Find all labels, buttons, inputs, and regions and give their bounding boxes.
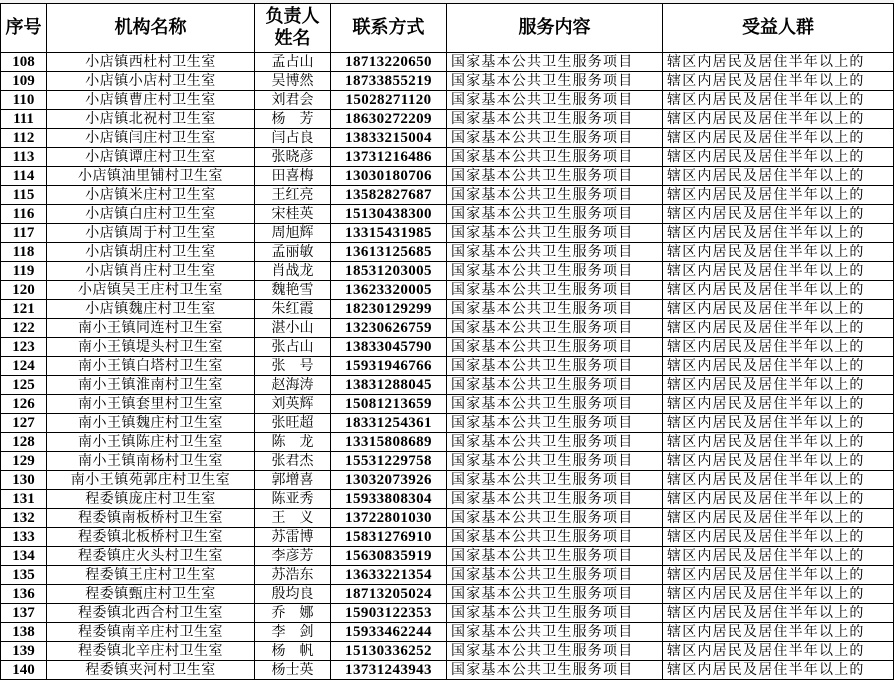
cell-person: 郭增喜 xyxy=(255,471,331,490)
table-row xyxy=(1,357,894,376)
cell-beneficiary: 辖区内居民及居住半年以上的 xyxy=(663,528,894,547)
cell-service: 国家基本公共卫生服务项目 xyxy=(447,585,663,604)
cell-beneficiary: 辖区内居民及居住半年以上的 xyxy=(663,224,894,243)
cell-beneficiary: 辖区内居民及居住半年以上的 xyxy=(663,243,894,262)
cell-num: 111 xyxy=(1,110,47,129)
cell-phone: 13833215004 xyxy=(331,129,447,148)
cell-person: 王红亮 xyxy=(255,186,331,205)
table-row xyxy=(1,186,894,205)
cell-service: 国家基本公共卫生服务项目 xyxy=(447,528,663,547)
cell-org: 程委镇夹河村卫生室 xyxy=(47,661,255,680)
cell-service: 国家基本公共卫生服务项目 xyxy=(447,395,663,414)
cell-phone: 13833045790 xyxy=(331,338,447,357)
table-body xyxy=(1,53,894,680)
cell-person: 李彦芳 xyxy=(255,547,331,566)
cell-org: 南小王镇同连村卫生室 xyxy=(47,319,255,338)
cell-num: 129 xyxy=(1,452,47,471)
cell-org: 南小王镇陈庄村卫生室 xyxy=(47,433,255,452)
cell-service: 国家基本公共卫生服务项目 xyxy=(447,604,663,623)
table-row xyxy=(1,566,894,585)
cell-person: 肖战龙 xyxy=(255,262,331,281)
cell-phone: 13582827687 xyxy=(331,186,447,205)
cell-org: 小店镇北祝村卫生室 xyxy=(47,110,255,129)
table-row xyxy=(1,623,894,642)
cell-service: 国家基本公共卫生服务项目 xyxy=(447,509,663,528)
cell-beneficiary: 辖区内居民及居住半年以上的 xyxy=(663,566,894,585)
cell-phone: 13032073926 xyxy=(331,471,447,490)
table-row xyxy=(1,433,894,452)
cell-beneficiary: 辖区内居民及居住半年以上的 xyxy=(663,319,894,338)
cell-service: 国家基本公共卫生服务项目 xyxy=(447,281,663,300)
cell-beneficiary: 辖区内居民及居住半年以上的 xyxy=(663,661,894,680)
cell-beneficiary: 辖区内居民及居住半年以上的 xyxy=(663,205,894,224)
cell-beneficiary: 辖区内居民及居住半年以上的 xyxy=(663,471,894,490)
cell-person: 陈 龙 xyxy=(255,433,331,452)
cell-num: 114 xyxy=(1,167,47,186)
cell-service: 国家基本公共卫生服务项目 xyxy=(447,376,663,395)
cell-person: 刘英辉 xyxy=(255,395,331,414)
table-row xyxy=(1,338,894,357)
cell-num: 115 xyxy=(1,186,47,205)
cell-num: 138 xyxy=(1,623,47,642)
table-row xyxy=(1,528,894,547)
table-row xyxy=(1,167,894,186)
cell-num: 130 xyxy=(1,471,47,490)
table-row xyxy=(1,91,894,110)
header-service: 服务内容 xyxy=(447,4,663,53)
table-row xyxy=(1,661,894,680)
cell-num: 132 xyxy=(1,509,47,528)
cell-service: 国家基本公共卫生服务项目 xyxy=(447,642,663,661)
cell-person: 吴博然 xyxy=(255,72,331,91)
cell-beneficiary: 辖区内居民及居住半年以上的 xyxy=(663,110,894,129)
cell-num: 112 xyxy=(1,129,47,148)
cell-org: 小店镇肖庄村卫生室 xyxy=(47,262,255,281)
cell-person: 杨 帆 xyxy=(255,642,331,661)
cell-phone: 13315431985 xyxy=(331,224,447,243)
cell-service: 国家基本公共卫生服务项目 xyxy=(447,53,663,72)
cell-phone: 15933808304 xyxy=(331,490,447,509)
clinic-table xyxy=(0,3,894,680)
cell-phone: 13623320005 xyxy=(331,281,447,300)
cell-org: 小店镇米庄村卫生室 xyxy=(47,186,255,205)
cell-person: 张晓彦 xyxy=(255,148,331,167)
table-row xyxy=(1,224,894,243)
cell-person: 田喜梅 xyxy=(255,167,331,186)
cell-num: 113 xyxy=(1,148,47,167)
cell-phone: 15130438300 xyxy=(331,205,447,224)
cell-service: 国家基本公共卫生服务项目 xyxy=(447,319,663,338)
cell-org: 小店镇魏庄村卫生室 xyxy=(47,300,255,319)
table-row xyxy=(1,243,894,262)
cell-person: 朱红霞 xyxy=(255,300,331,319)
cell-num: 118 xyxy=(1,243,47,262)
cell-person: 魏艳雪 xyxy=(255,281,331,300)
cell-service: 国家基本公共卫生服务项目 xyxy=(447,243,663,262)
cell-num: 127 xyxy=(1,414,47,433)
cell-beneficiary: 辖区内居民及居住半年以上的 xyxy=(663,262,894,281)
cell-person: 周旭辉 xyxy=(255,224,331,243)
table-row xyxy=(1,414,894,433)
cell-person: 宋桂英 xyxy=(255,205,331,224)
cell-service: 国家基本公共卫生服务项目 xyxy=(447,72,663,91)
cell-phone: 13633221354 xyxy=(331,566,447,585)
cell-org: 小店镇谭庄村卫生室 xyxy=(47,148,255,167)
cell-num: 126 xyxy=(1,395,47,414)
cell-num: 120 xyxy=(1,281,47,300)
cell-phone: 18713205024 xyxy=(331,585,447,604)
cell-num: 136 xyxy=(1,585,47,604)
cell-num: 139 xyxy=(1,642,47,661)
cell-org: 南小王镇南杨村卫生室 xyxy=(47,452,255,471)
cell-beneficiary: 辖区内居民及居住半年以上的 xyxy=(663,433,894,452)
cell-person: 苏雷博 xyxy=(255,528,331,547)
cell-beneficiary: 辖区内居民及居住半年以上的 xyxy=(663,376,894,395)
cell-beneficiary: 辖区内居民及居住半年以上的 xyxy=(663,604,894,623)
cell-service: 国家基本公共卫生服务项目 xyxy=(447,300,663,319)
cell-person: 陈亚秀 xyxy=(255,490,331,509)
cell-beneficiary: 辖区内居民及居住半年以上的 xyxy=(663,547,894,566)
table-row xyxy=(1,604,894,623)
cell-beneficiary: 辖区内居民及居住半年以上的 xyxy=(663,623,894,642)
cell-org: 南小王镇白塔村卫生室 xyxy=(47,357,255,376)
cell-num: 109 xyxy=(1,72,47,91)
cell-num: 108 xyxy=(1,53,47,72)
header-phone: 联系方式 xyxy=(331,4,447,53)
cell-person: 杨 芳 xyxy=(255,110,331,129)
cell-phone: 15028271120 xyxy=(331,91,447,110)
cell-person: 张君杰 xyxy=(255,452,331,471)
cell-phone: 13731243943 xyxy=(331,661,447,680)
cell-beneficiary: 辖区内居民及居住半年以上的 xyxy=(663,452,894,471)
table-row xyxy=(1,395,894,414)
cell-org: 小店镇曹庄村卫生室 xyxy=(47,91,255,110)
cell-org: 程委镇庄火头村卫生室 xyxy=(47,547,255,566)
cell-beneficiary: 辖区内居民及居住半年以上的 xyxy=(663,300,894,319)
cell-service: 国家基本公共卫生服务项目 xyxy=(447,186,663,205)
cell-num: 133 xyxy=(1,528,47,547)
cell-phone: 15903122353 xyxy=(331,604,447,623)
header-num: 序号 xyxy=(1,4,47,53)
cell-service: 国家基本公共卫生服务项目 xyxy=(447,91,663,110)
cell-person: 杨士英 xyxy=(255,661,331,680)
table-row xyxy=(1,72,894,91)
cell-beneficiary: 辖区内居民及居住半年以上的 xyxy=(663,72,894,91)
cell-phone: 18713220650 xyxy=(331,53,447,72)
cell-person: 殷均良 xyxy=(255,585,331,604)
cell-num: 134 xyxy=(1,547,47,566)
cell-service: 国家基本公共卫生服务项目 xyxy=(447,661,663,680)
cell-service: 国家基本公共卫生服务项目 xyxy=(447,224,663,243)
cell-num: 124 xyxy=(1,357,47,376)
cell-service: 国家基本公共卫生服务项目 xyxy=(447,129,663,148)
table-row xyxy=(1,129,894,148)
cell-org: 程委镇庞庄村卫生室 xyxy=(47,490,255,509)
cell-org: 小店镇油里铺村卫生室 xyxy=(47,167,255,186)
table-row xyxy=(1,471,894,490)
table-row xyxy=(1,642,894,661)
cell-phone: 13613125685 xyxy=(331,243,447,262)
cell-num: 131 xyxy=(1,490,47,509)
cell-phone: 18230129299 xyxy=(331,300,447,319)
cell-num: 140 xyxy=(1,661,47,680)
cell-phone: 15630835919 xyxy=(331,547,447,566)
header-person-label: 负责人姓名 xyxy=(265,6,320,49)
cell-phone: 13030180706 xyxy=(331,167,447,186)
cell-service: 国家基本公共卫生服务项目 xyxy=(447,566,663,585)
cell-phone: 18630272209 xyxy=(331,110,447,129)
table-row xyxy=(1,300,894,319)
cell-org: 程委镇南辛庄村卫生室 xyxy=(47,623,255,642)
cell-org: 南小王镇淮南村卫生室 xyxy=(47,376,255,395)
cell-phone: 15831276910 xyxy=(331,528,447,547)
cell-service: 国家基本公共卫生服务项目 xyxy=(447,110,663,129)
cell-num: 119 xyxy=(1,262,47,281)
cell-org: 小店镇胡庄村卫生室 xyxy=(47,243,255,262)
cell-phone: 13230626759 xyxy=(331,319,447,338)
cell-org: 小店镇吴王庄村卫生室 xyxy=(47,281,255,300)
cell-org: 南小王镇套里村卫生室 xyxy=(47,395,255,414)
cell-beneficiary: 辖区内居民及居住半年以上的 xyxy=(663,509,894,528)
cell-service: 国家基本公共卫生服务项目 xyxy=(447,471,663,490)
table-row xyxy=(1,148,894,167)
cell-phone: 13722801030 xyxy=(331,509,447,528)
table-row xyxy=(1,509,894,528)
cell-num: 128 xyxy=(1,433,47,452)
cell-org: 程委镇南板桥村卫生室 xyxy=(47,509,255,528)
cell-service: 国家基本公共卫生服务项目 xyxy=(447,452,663,471)
cell-num: 110 xyxy=(1,91,47,110)
cell-org: 南小王镇堤头村卫生室 xyxy=(47,338,255,357)
header-beneficiary: 受益人群 xyxy=(663,4,894,53)
cell-person: 张占山 xyxy=(255,338,331,357)
cell-phone: 15130336252 xyxy=(331,642,447,661)
cell-phone: 18331254361 xyxy=(331,414,447,433)
cell-beneficiary: 辖区内居民及居住半年以上的 xyxy=(663,585,894,604)
cell-person: 李 剑 xyxy=(255,623,331,642)
cell-beneficiary: 辖区内居民及居住半年以上的 xyxy=(663,148,894,167)
cell-service: 国家基本公共卫生服务项目 xyxy=(447,433,663,452)
cell-beneficiary: 辖区内居民及居住半年以上的 xyxy=(663,281,894,300)
cell-org: 程委镇甄庄村卫生室 xyxy=(47,585,255,604)
cell-phone: 15531229758 xyxy=(331,452,447,471)
table-row xyxy=(1,262,894,281)
cell-num: 122 xyxy=(1,319,47,338)
table-row xyxy=(1,205,894,224)
cell-person: 张 号 xyxy=(255,357,331,376)
cell-service: 国家基本公共卫生服务项目 xyxy=(447,357,663,376)
cell-phone: 15933462244 xyxy=(331,623,447,642)
cell-person: 闫占良 xyxy=(255,129,331,148)
cell-service: 国家基本公共卫生服务项目 xyxy=(447,623,663,642)
cell-service: 国家基本公共卫生服务项目 xyxy=(447,167,663,186)
cell-num: 116 xyxy=(1,205,47,224)
cell-service: 国家基本公共卫生服务项目 xyxy=(447,338,663,357)
header-row xyxy=(1,4,894,53)
table-row xyxy=(1,452,894,471)
cell-org: 南小王镇魏庄村卫生室 xyxy=(47,414,255,433)
cell-beneficiary: 辖区内居民及居住半年以上的 xyxy=(663,186,894,205)
cell-service: 国家基本公共卫生服务项目 xyxy=(447,148,663,167)
cell-beneficiary: 辖区内居民及居住半年以上的 xyxy=(663,642,894,661)
table-row xyxy=(1,490,894,509)
cell-service: 国家基本公共卫生服务项目 xyxy=(447,490,663,509)
header-person xyxy=(255,4,331,53)
table-row xyxy=(1,376,894,395)
cell-num: 117 xyxy=(1,224,47,243)
cell-person: 乔 娜 xyxy=(255,604,331,623)
cell-person: 张旺超 xyxy=(255,414,331,433)
cell-person: 刘君会 xyxy=(255,91,331,110)
cell-beneficiary: 辖区内居民及居住半年以上的 xyxy=(663,414,894,433)
cell-beneficiary: 辖区内居民及居住半年以上的 xyxy=(663,357,894,376)
cell-service: 国家基本公共卫生服务项目 xyxy=(447,414,663,433)
table-row xyxy=(1,319,894,338)
cell-phone: 13831288045 xyxy=(331,376,447,395)
cell-org: 小店镇小店村卫生室 xyxy=(47,72,255,91)
cell-beneficiary: 辖区内居民及居住半年以上的 xyxy=(663,167,894,186)
cell-org: 小店镇西杜村卫生室 xyxy=(47,53,255,72)
cell-num: 135 xyxy=(1,566,47,585)
cell-person: 湛小山 xyxy=(255,319,331,338)
cell-beneficiary: 辖区内居民及居住半年以上的 xyxy=(663,91,894,110)
header-org: 机构名称 xyxy=(47,4,255,53)
cell-person: 孟丽敏 xyxy=(255,243,331,262)
cell-org: 小店镇周于村卫生室 xyxy=(47,224,255,243)
table-row xyxy=(1,53,894,72)
cell-phone: 13731216486 xyxy=(331,148,447,167)
cell-person: 苏浩东 xyxy=(255,566,331,585)
cell-num: 123 xyxy=(1,338,47,357)
cell-phone: 18733855219 xyxy=(331,72,447,91)
cell-phone: 13315808689 xyxy=(331,433,447,452)
cell-beneficiary: 辖区内居民及居住半年以上的 xyxy=(663,129,894,148)
table-row xyxy=(1,585,894,604)
table-row xyxy=(1,281,894,300)
cell-beneficiary: 辖区内居民及居住半年以上的 xyxy=(663,490,894,509)
cell-person: 孟占山 xyxy=(255,53,331,72)
cell-num: 125 xyxy=(1,376,47,395)
cell-org: 程委镇北西合村卫生室 xyxy=(47,604,255,623)
cell-service: 国家基本公共卫生服务项目 xyxy=(447,262,663,281)
cell-org: 南小王镇苑郭庄村卫生室 xyxy=(47,471,255,490)
cell-num: 137 xyxy=(1,604,47,623)
cell-person: 赵海涛 xyxy=(255,376,331,395)
table-row xyxy=(1,547,894,566)
cell-beneficiary: 辖区内居民及居住半年以上的 xyxy=(663,338,894,357)
cell-org: 小店镇闫庄村卫生室 xyxy=(47,129,255,148)
cell-phone: 15081213659 xyxy=(331,395,447,414)
table-row xyxy=(1,110,894,129)
cell-org: 程委镇王庄村卫生室 xyxy=(47,566,255,585)
cell-num: 121 xyxy=(1,300,47,319)
cell-phone: 15931946766 xyxy=(331,357,447,376)
cell-org: 程委镇北辛庄村卫生室 xyxy=(47,642,255,661)
cell-org: 程委镇北板桥村卫生室 xyxy=(47,528,255,547)
cell-service: 国家基本公共卫生服务项目 xyxy=(447,547,663,566)
cell-org: 小店镇白庄村卫生室 xyxy=(47,205,255,224)
cell-person: 王 义 xyxy=(255,509,331,528)
cell-beneficiary: 辖区内居民及居住半年以上的 xyxy=(663,395,894,414)
cell-beneficiary: 辖区内居民及居住半年以上的 xyxy=(663,53,894,72)
cell-phone: 18531203005 xyxy=(331,262,447,281)
cell-service: 国家基本公共卫生服务项目 xyxy=(447,205,663,224)
